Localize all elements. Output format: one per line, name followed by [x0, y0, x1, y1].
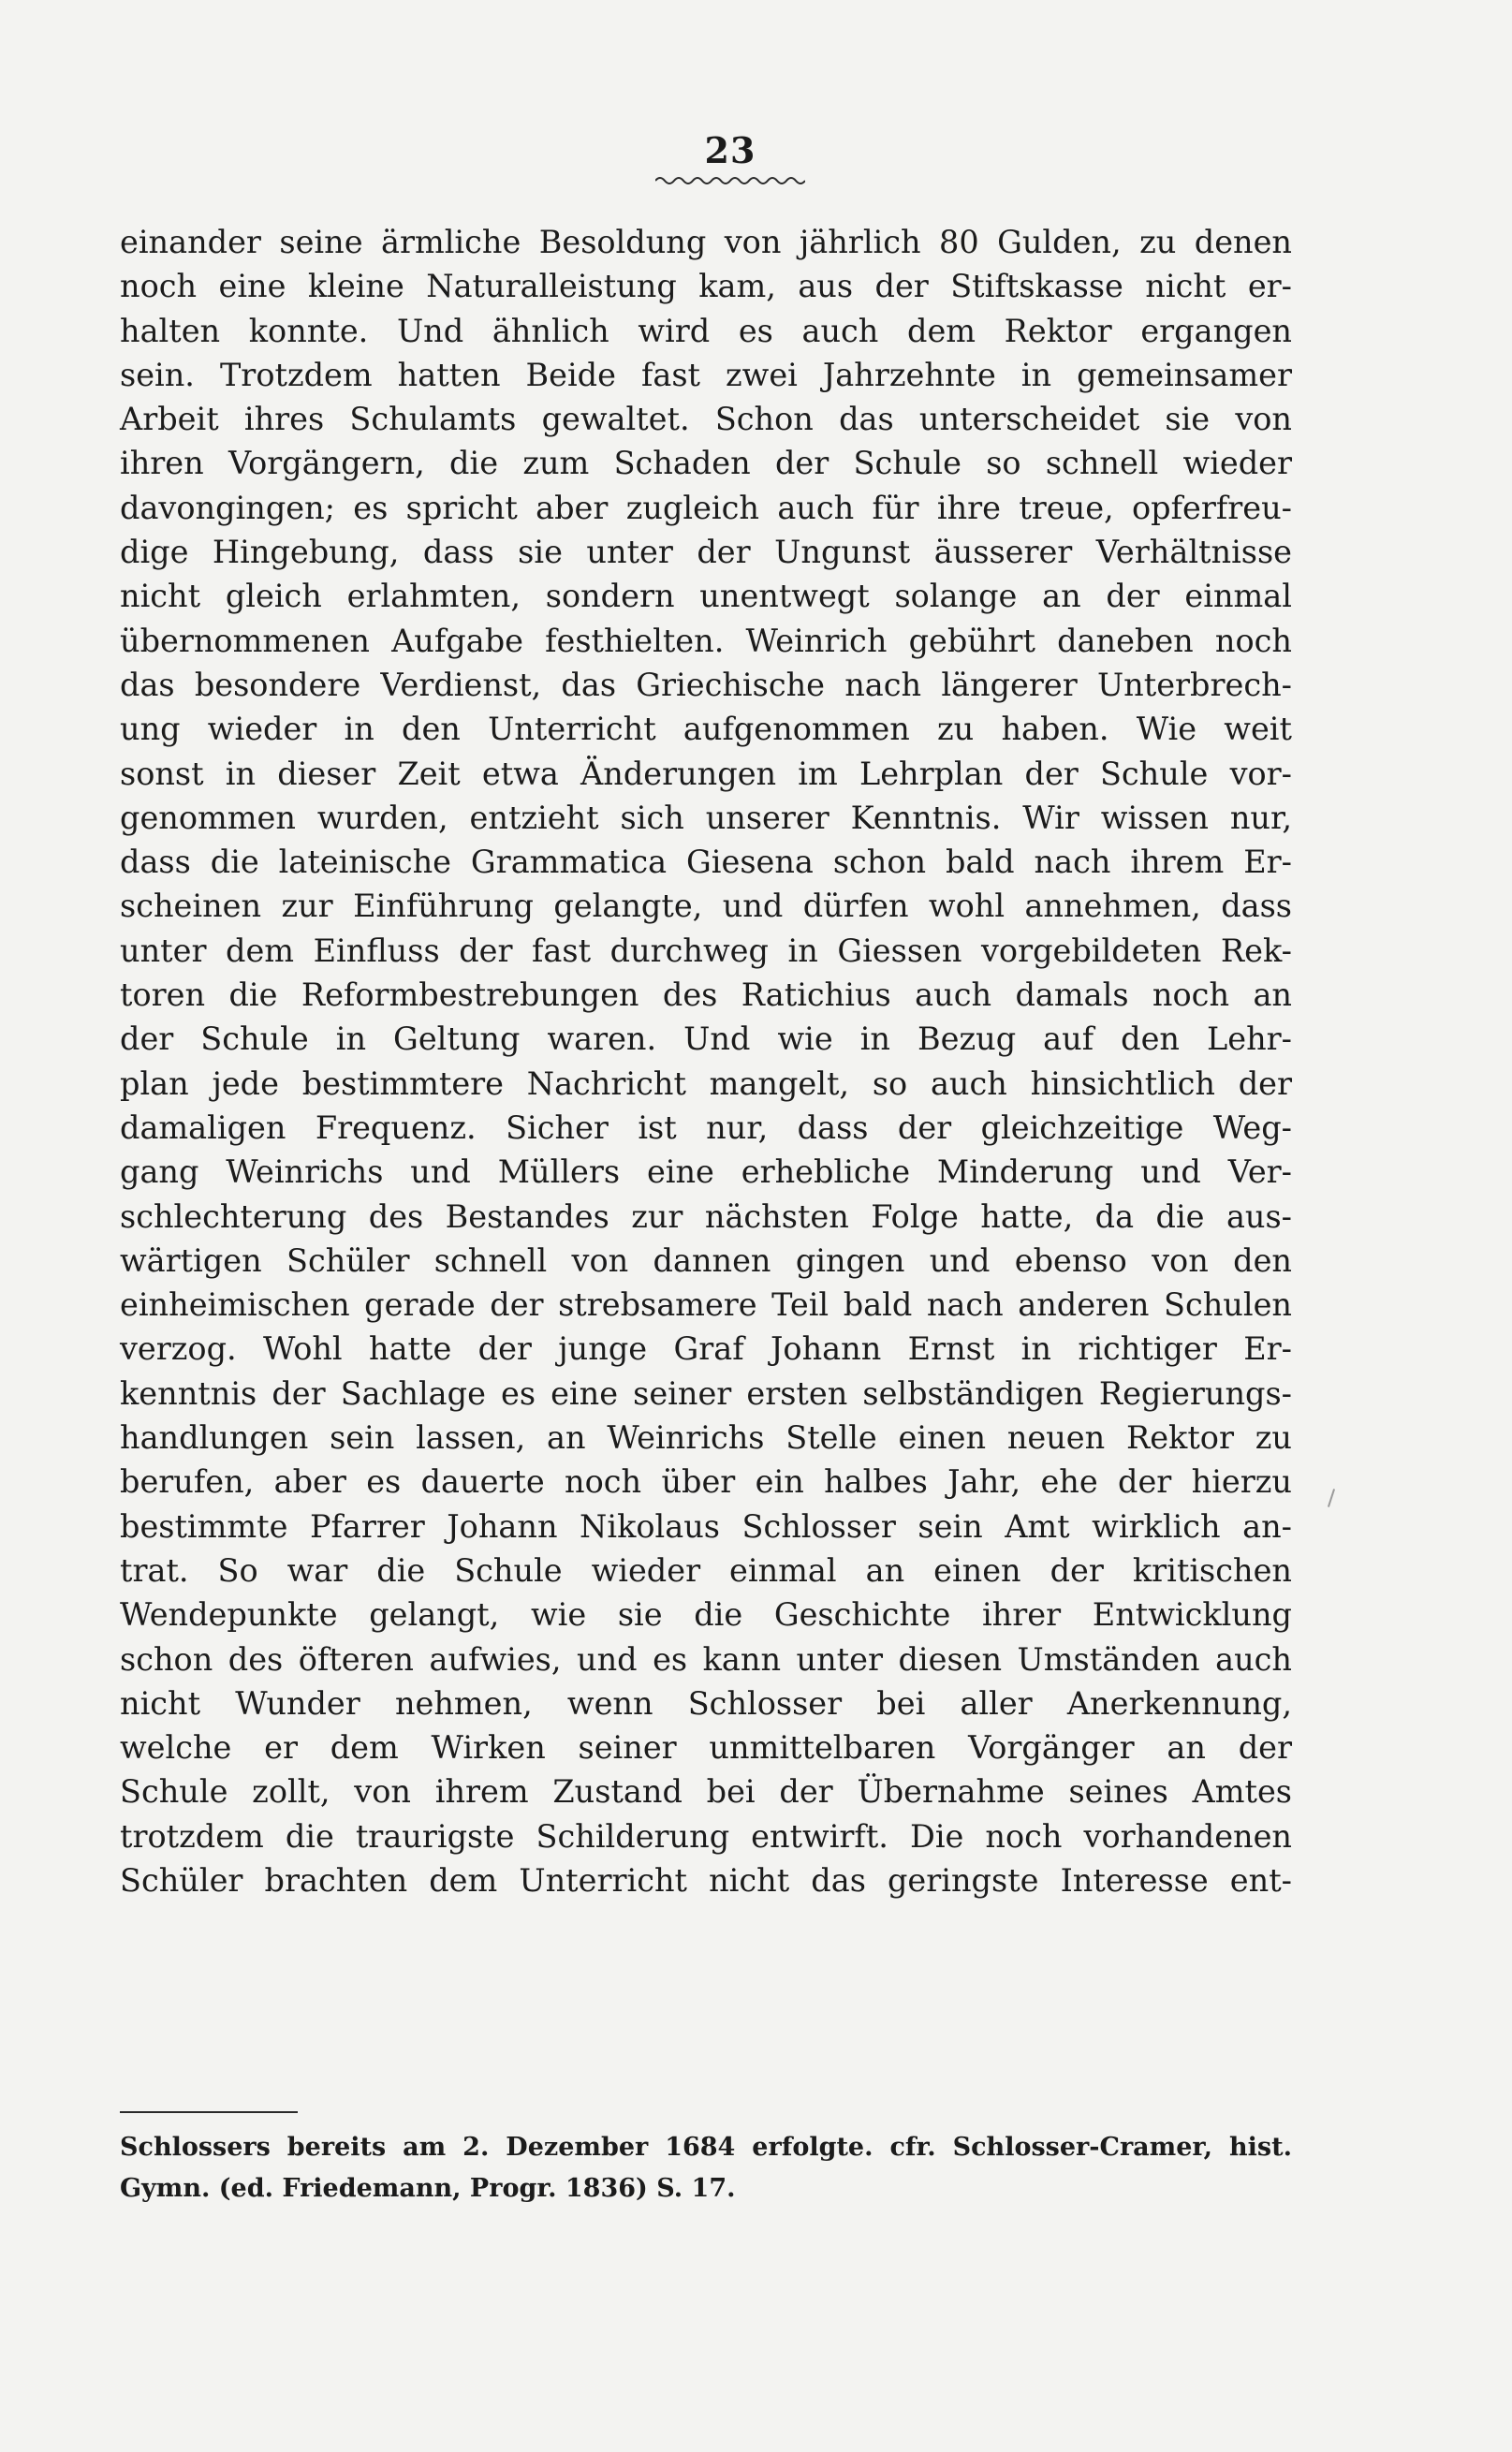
text-line: handlungen sein lassen, an Weinrichs Stelle einen neuen Rektor zu [120, 1419, 1292, 1457]
text-line: Schule zollt, von ihrem Zustand bei der Übernahme seines Amtes [120, 1773, 1292, 1811]
text-line: unter dem Einfluss der fast durchweg in Giessen vorgebildeten Rek- [120, 932, 1292, 969]
text-line: bestimmte Pfarrer Johann Nikolaus Schlosser sein Amt wirklich an- [120, 1507, 1292, 1545]
text-line: sonst in dieser Zeit etwa Änderungen im Lehrplan der Schule vor- [120, 755, 1292, 792]
wavy-rule-ornament [655, 174, 805, 187]
page-number: 23 [704, 129, 756, 171]
text-line: dige Hingebung, dass sie unter der Ungunst äusserer Verhältnisse [120, 534, 1292, 571]
text-line: Schüler brachten dem Unterricht nicht das geringste Interesse ent- [120, 1861, 1292, 1899]
text-line: Arbeit ihres Schulamts gewaltet. Schon das unterscheidet sie von [120, 401, 1292, 438]
text-line: Wendepunkte gelangt, wie sie die Geschichte ihrer Entwicklung [120, 1596, 1292, 1634]
body-text [120, 220, 1292, 1902]
text-line: gang Weinrichs und Müllers eine erhebliche Minderung und Ver- [120, 1153, 1292, 1191]
text-line: das besondere Verdienst, das Griechische nach längerer Unterbrech- [120, 666, 1292, 703]
text-line: verzog. Wohl hatte der junge Graf Johann Ernst in richtiger Er- [120, 1330, 1292, 1368]
footnote [120, 2127, 1292, 2210]
margin-pencil-mark [1328, 1489, 1335, 1507]
text-line: ung wieder in den Unterricht aufgenommen zu haben. Wie weit [120, 711, 1292, 748]
text-line: scheinen zur Einführung gelangte, und dürfen wohl annehmen, dass [120, 888, 1292, 925]
footnote-line: Gymn. (ed. Friedemann, Progr. 1836) S. 17. [120, 2174, 736, 2203]
text-line: damaligen Frequenz. Sicher ist nur, dass der gleichzeitige Weg- [120, 1109, 1292, 1146]
text-line: kenntnis der Sachlage es eine seiner ersten selbständigen Regierungs- [120, 1374, 1292, 1412]
text-line: genommen wurden, entzieht sich unserer Kenntnis. Wir wissen nur, [120, 799, 1292, 836]
text-line: halten konnte. Und ähnlich wird es auch dem Rektor ergangen [120, 312, 1292, 349]
text-line: schon des öfteren aufwies, und es kann unter diesen Umständen auch [120, 1640, 1292, 1678]
text-line: berufen, aber es dauerte noch über ein halbes Jahr, ehe der hierzu [120, 1463, 1292, 1501]
text-line: welche er dem Wirken seiner unmittelbaren Vorgänger an der [120, 1729, 1292, 1767]
text-line: der Schule in Geltung waren. Und wie in Bezug auf den Lehr- [120, 1020, 1292, 1058]
text-line: nicht gleich erlahmten, sondern unentwegt solange an der einmal [120, 578, 1292, 615]
text-line: schlechterung des Bestandes zur nächsten Folge hatte, da die aus- [120, 1197, 1292, 1235]
text-line: nicht Wunder nehmen, wenn Schlosser bei aller Anerkennung, [120, 1684, 1292, 1722]
text-line: noch eine kleine Naturalleistung kam, aus der Stiftskasse nicht er- [120, 268, 1292, 305]
text-line: davongingen; es spricht aber zugleich auch für ihre treue, opferfreu- [120, 489, 1292, 526]
text-line: einheimischen gerade der strebsamere Teil bald nach anderen Schulen [120, 1286, 1292, 1324]
text-line: toren die Reformbestrebungen des Ratichius auch damals noch an [120, 976, 1292, 1014]
text-line: sein. Trotzdem hatten Beide fast zwei Jahrzehnte in gemeinsamer [120, 356, 1292, 393]
text-line: einander seine ärmliche Besoldung von jährlich 80 Gulden, zu denen [120, 224, 1292, 260]
text-line: übernommenen Aufgabe festhielten. Weinrich gebührt daneben noch [120, 622, 1292, 659]
text-line: plan jede bestimmtere Nachricht mangelt, so auch hinsichtlich der [120, 1064, 1292, 1102]
text-line: trat. So war die Schule wieder einmal an einen der kritischen [120, 1551, 1292, 1589]
text-line: ihren Vorgängern, die zum Schaden der Schule so schnell wieder [120, 445, 1292, 482]
footnote-separator [120, 2111, 298, 2113]
text-line: dass die lateinische Grammatica Giesena schon bald nach ihrem Er- [120, 844, 1292, 881]
text-line: trotzdem die traurigste Schilderung entwirft. Die noch vorhandenen [120, 1817, 1292, 1855]
footnote-line: Schlossers bereits am 2. Dezember 1684 erfolgte. cfr. Schlosser-Cramer, hist. [120, 2133, 1292, 2162]
text-line: wärtigen Schüler schnell von dannen gingen und ebenso von den [120, 1241, 1292, 1279]
